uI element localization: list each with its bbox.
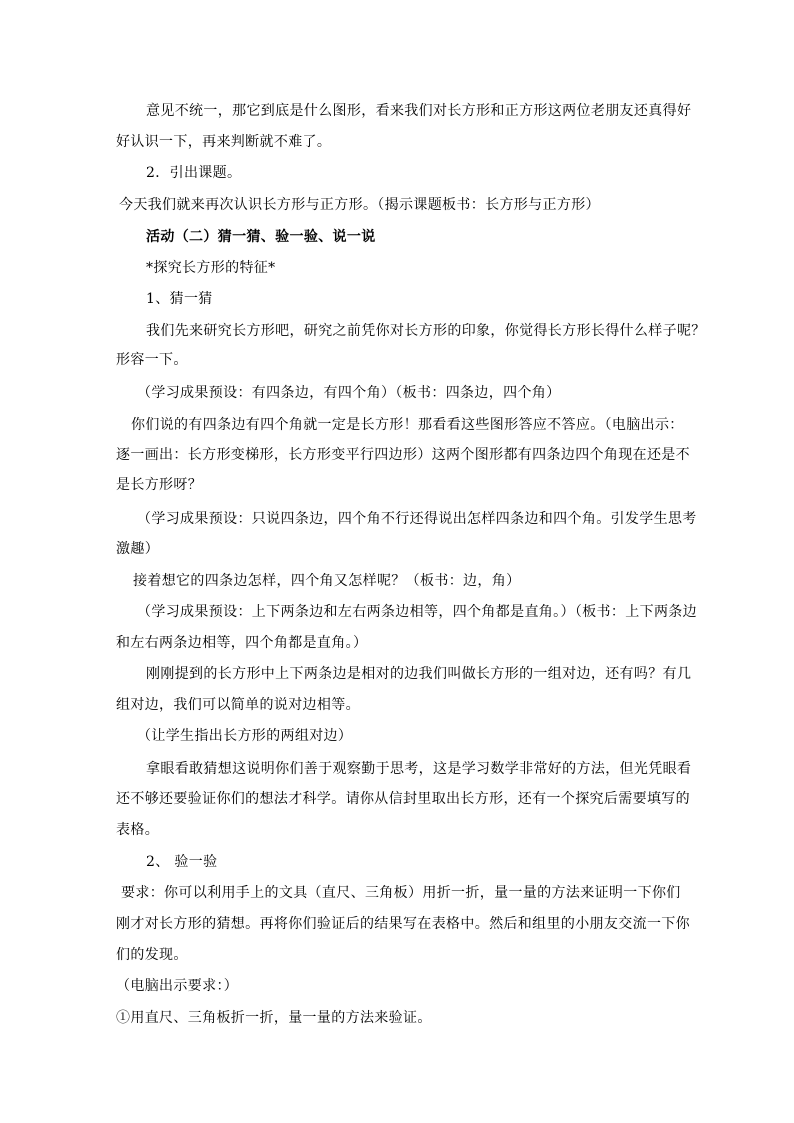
paragraph-line: 和左右两条边相等，四个角都是直角。） — [116, 635, 368, 651]
paragraph-line: 今天我们就来再次认识长方形与正方形。（揭示课题板书：长方形与正方形） — [119, 197, 600, 213]
paragraph-line: 好认识一下，再来判断就不难了。 — [116, 134, 332, 150]
paragraph-line: （让学生指出长方形的两组对边） — [137, 728, 353, 744]
paragraph-line: （学习成果预设：上下两条边和左右两条边相等，四个角都是直角。）（板书：上下两条边 — [137, 604, 697, 620]
paragraph-line: 组对边，我们可以简单的说对边相等。 — [116, 697, 360, 713]
list-item: ①用直尺、三角板折一折，量一量的方法来验证。 — [116, 1010, 432, 1026]
subsection-heading: *探究长方形的特征* — [146, 260, 276, 276]
activity-heading: 活动（二）猜一猜、验一验、说一说 — [146, 229, 376, 245]
paragraph-line: 是长方形呀？ — [116, 477, 203, 493]
paragraph-line: 激趣） — [116, 541, 160, 557]
paragraph-line: 刚刚提到的长方形中上下两条边是相对的边我们叫做长方形的一组对边，还有吗？有几 — [146, 666, 692, 682]
paragraph-line: 拿眼看敢猜想这说明你们善于观察勤于思考，这是学习数学非常好的方法，但光凭眼看 — [146, 761, 692, 777]
paragraph-line: 接着想它的四条边怎样，四个角又怎样呢？（板书：边，角） — [133, 573, 521, 589]
paragraph-line: 刚才对长方形的猜想。再将你们验证后的结果写在表格中。然后和组里的小朋友交流一下你 — [116, 916, 690, 932]
paragraph-line: 你们说的有四条边有四个角就一定是长方形！那看看这些图形答应不答应。（电脑出示： — [131, 417, 684, 433]
paragraph-line: 逐一画出：长方形变梯形，长方形变平行四边形）这两个图形都有四条边四个角现在还是不 — [116, 447, 690, 463]
paragraph-line: 们的发现。 — [116, 947, 188, 963]
step-heading: 1、猜一猜 — [146, 291, 213, 307]
paragraph-line: 意见不统一，那它到底是什么图形，看来我们对长方形和正方形这两位老朋友还真得好 — [146, 103, 692, 119]
paragraph-line: 形容一下。 — [116, 352, 188, 368]
paragraph-line: 还不够还要验证你们的想法才科学。请你从信封里取出长方形，还有一个探究后需要填写的 — [116, 791, 690, 807]
paragraph-line: 我们先来研究长方形吧，研究之前凭你对长方形的印象，你觉得长方形长得什么样子呢？ — [146, 323, 706, 339]
paragraph-line: （电脑出示要求：） — [116, 978, 239, 994]
step-heading: 2、 验一验 — [146, 854, 218, 870]
paragraph-line: 表格。 — [116, 822, 160, 838]
paragraph-line: （学习成果预设：只说四条边，四个角不行还得说出怎样四条边和四个角。引发学生思考 — [137, 511, 697, 527]
paragraph-line: 要求：你可以利用手上的文具（直尺、三角板）用折一折，量一量的方法来证明一下你们 — [121, 885, 681, 901]
section-heading: 2．引出课题。 — [146, 165, 242, 181]
paragraph-line: （学习成果预设：有四条边，有四个角）（板书：四条边，四个角） — [137, 385, 561, 401]
